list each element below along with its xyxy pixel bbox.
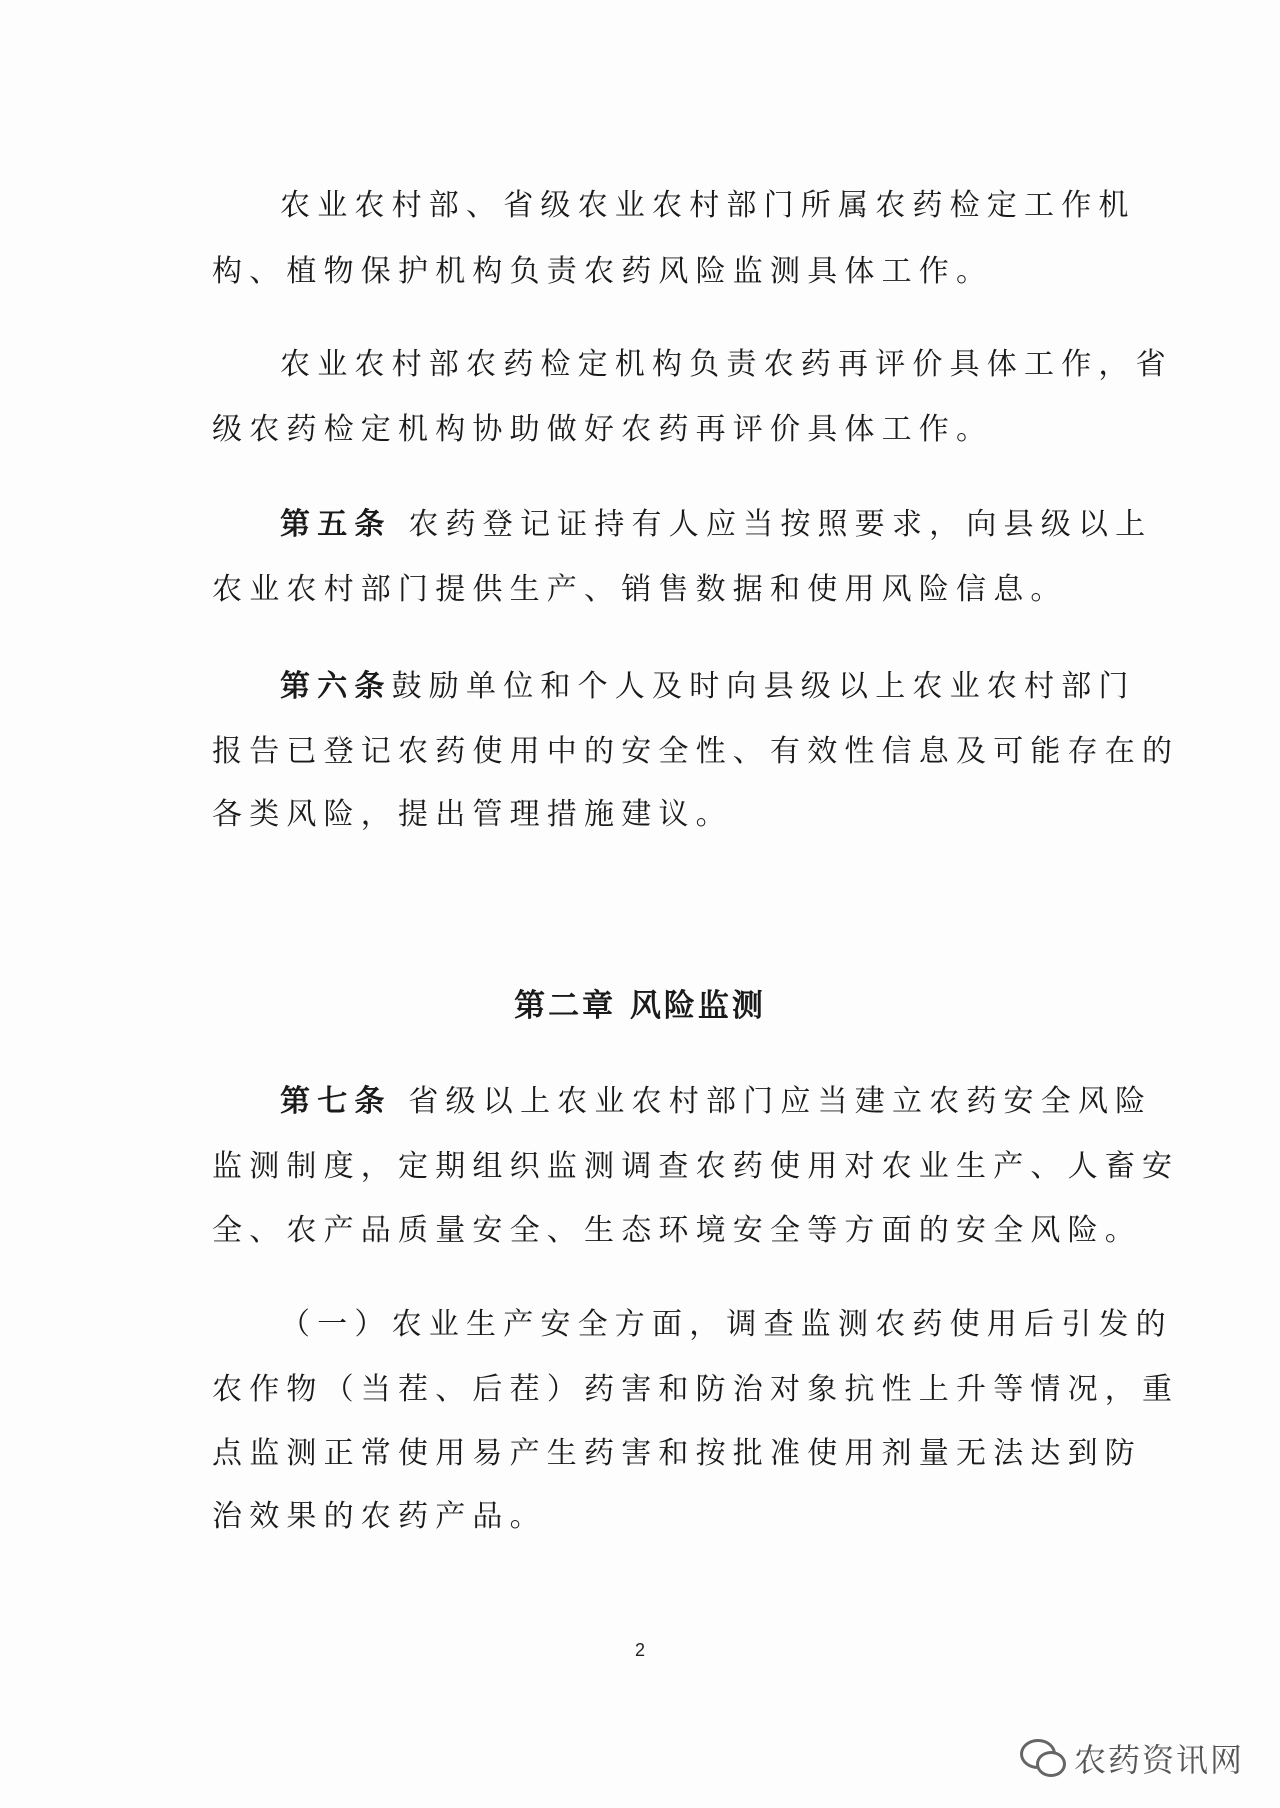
- article-7-line-3: 全、农产品质量安全、生态环境安全等方面的安全风险。: [212, 1213, 1142, 1248]
- item-1-line-2: 农作物（当茬、后茬）药害和防治对象抗性上升等情况，重: [212, 1372, 1180, 1407]
- paragraph-1-line-2: 构、植物保护机构负责农药风险监测具体工作。: [212, 254, 994, 289]
- article-6-heading: 第六条: [280, 669, 392, 704]
- item-1-line-3: 点监测正常使用易产生药害和按批准使用剂量无法达到防: [212, 1436, 1142, 1471]
- watermark-text: 农药资讯网: [1073, 1741, 1244, 1779]
- wechat-icon: [1020, 1739, 1066, 1777]
- item-1-line-4: 治效果的农药产品。: [212, 1499, 547, 1534]
- paragraph-2-line-2: 级农药检定机构协助做好农药再评价具体工作。: [212, 412, 994, 447]
- article-7-line-1: [280, 1082, 1152, 1122]
- article-7-heading: 第七条: [280, 1084, 392, 1119]
- article-7-text-1: 省级以上农业农村部门应当建立农药安全风险: [391, 1084, 1153, 1119]
- article-6-line-2: 报告已登记农药使用中的安全性、有效性信息及可能存在的: [212, 734, 1180, 769]
- article-6-line-3: 各类风险，提出管理措施建议。: [212, 797, 733, 832]
- article-7-line-2: 监测制度，定期组织监测调查农药使用对农业生产、人畜安: [212, 1149, 1180, 1184]
- article-5-text-1: 农药登记证持有人应当按照要求，向县级以上: [391, 507, 1153, 542]
- article-6-text-1: 鼓励单位和个人及时向县级以上农业农村部门: [391, 669, 1136, 704]
- article-6-line-1: [280, 667, 1136, 707]
- paragraph-2-line-1: 农业农村部农药检定机构负责农药再评价具体工作，省: [280, 347, 1173, 382]
- paragraph-1-line-1: 农业农村部、省级农业农村部门所属农药检定工作机: [280, 188, 1136, 223]
- article-5-line-2: 农业农村部门提供生产、销售数据和使用风险信息。: [212, 572, 1068, 607]
- item-1-line-1: （一）农业生产安全方面，调查监测农药使用后引发的: [280, 1307, 1173, 1342]
- article-5-line-1: [280, 505, 1152, 545]
- page-number: 2: [634, 1640, 645, 1660]
- article-5-heading: 第五条: [280, 507, 392, 542]
- watermark: [1020, 1735, 1244, 1781]
- chapter-title: 第二章 风险监测: [514, 988, 766, 1024]
